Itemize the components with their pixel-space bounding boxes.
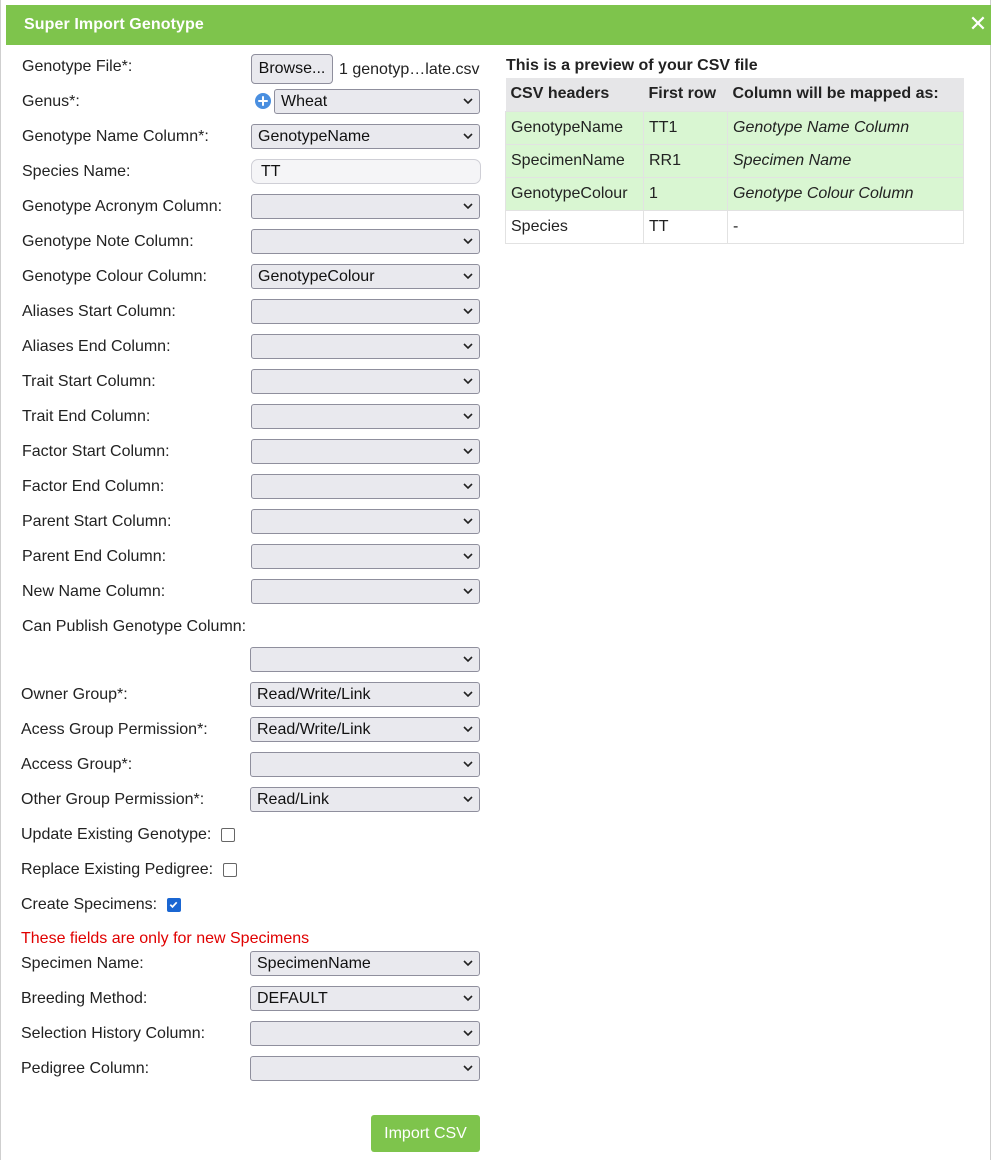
column-header: First row xyxy=(644,78,728,111)
browse-button[interactable]: Browse... xyxy=(251,54,333,84)
parent-end-column-select[interactable] xyxy=(251,544,480,569)
chevron-down-icon xyxy=(462,130,474,142)
owner-group-label: Owner Group*: xyxy=(21,686,128,703)
access-group-label: Access Group*: xyxy=(21,756,133,773)
genus-select[interactable] xyxy=(274,89,480,114)
other-group-permission-label: Other Group Permission*: xyxy=(21,791,205,808)
chevron-down-icon xyxy=(462,793,474,805)
chevron-down-icon xyxy=(462,758,474,770)
preview-title: This is a preview of your CSV file xyxy=(506,57,758,74)
create-specimens-checkbox[interactable] xyxy=(167,898,181,912)
table-cell: Species xyxy=(506,210,644,243)
genotype-acronym-column-select[interactable] xyxy=(251,194,480,219)
aliases-start-column-select[interactable] xyxy=(251,299,480,324)
chevron-down-icon xyxy=(462,200,474,212)
genus-select-value: Wheat xyxy=(281,93,328,110)
factor-start-column-label: Factor Start Column: xyxy=(22,443,170,460)
factor-end-column-label: Factor End Column: xyxy=(22,478,165,495)
genotype-name-column-value: GenotypeName xyxy=(258,128,371,145)
table-cell: GenotypeName xyxy=(506,111,644,144)
import-csv-button[interactable]: Import CSV xyxy=(371,1115,480,1152)
factor-end-column-select[interactable] xyxy=(251,474,480,499)
genotype-name-column-select[interactable] xyxy=(251,124,480,149)
breeding-method-value: DEFAULT xyxy=(257,990,328,1007)
chevron-down-icon xyxy=(462,653,474,665)
parent-end-column-label: Parent End Column: xyxy=(22,548,167,565)
table-cell: Genotype Colour Column xyxy=(728,177,964,210)
chevron-down-icon xyxy=(462,585,474,597)
table-row xyxy=(506,210,964,243)
column-header: Column will be mapped as: xyxy=(728,78,964,111)
pedigree-column-label: Pedigree Column: xyxy=(21,1060,150,1077)
trait-start-column-label: Trait Start Column: xyxy=(22,373,156,390)
specimen-fields-note: These fields are only for new Specimens xyxy=(21,930,310,947)
table-row xyxy=(506,144,964,177)
other-group-permission-select[interactable] xyxy=(250,787,480,812)
owner-group-select[interactable] xyxy=(250,682,480,707)
table-header-row xyxy=(506,78,964,111)
parent-start-column-select[interactable] xyxy=(251,509,480,534)
table-row xyxy=(506,177,964,210)
specimen-name-select[interactable] xyxy=(250,951,480,976)
table-cell: TT xyxy=(644,210,728,243)
chevron-down-icon xyxy=(462,410,474,422)
species-name-input[interactable]: TT xyxy=(251,159,481,184)
species-name-label: Species Name: xyxy=(22,163,131,180)
genotype-colour-column-value: GenotypeColour xyxy=(258,268,375,285)
csv-preview-table xyxy=(505,78,964,244)
parent-start-column-label: Parent Start Column: xyxy=(22,513,172,530)
update-existing-genotype-label: Update Existing Genotype: xyxy=(21,826,212,843)
breeding-method-label: Breeding Method: xyxy=(21,990,148,1007)
chevron-down-icon xyxy=(462,992,474,1004)
access-group-select[interactable] xyxy=(250,752,480,777)
trait-start-column-select[interactable] xyxy=(251,369,480,394)
genotype-colour-column-select[interactable] xyxy=(251,264,480,289)
trait-end-column-label: Trait End Column: xyxy=(22,408,151,425)
access-group-permission-value: Read/Write/Link xyxy=(257,721,371,738)
dialog-titlebar xyxy=(6,5,991,45)
genotype-colour-column-label: Genotype Colour Column: xyxy=(22,268,207,285)
new-name-column-label: New Name Column: xyxy=(22,583,166,600)
replace-existing-pedigree-label: Replace Existing Pedigree: xyxy=(21,861,214,878)
chevron-down-icon xyxy=(462,270,474,282)
add-genus-icon[interactable] xyxy=(255,93,271,109)
chevron-down-icon xyxy=(462,340,474,352)
checkmark-icon xyxy=(168,899,179,910)
chevron-down-icon xyxy=(462,515,474,527)
table-cell: Genotype Name Column xyxy=(728,111,964,144)
aliases-end-column-label: Aliases End Column: xyxy=(22,338,171,355)
selected-filename: 1 genotyp…late.csv xyxy=(339,61,480,78)
new-name-column-select[interactable] xyxy=(251,579,480,604)
factor-start-column-select[interactable] xyxy=(251,439,480,464)
column-header: CSV headers xyxy=(506,78,644,111)
chevron-down-icon xyxy=(462,1027,474,1039)
dialog-title: Super Import Genotype xyxy=(24,16,204,33)
genotype-acronym-column-label: Genotype Acronym Column: xyxy=(22,198,223,215)
chevron-down-icon xyxy=(462,95,474,107)
chevron-down-icon xyxy=(462,305,474,317)
selection-history-column-label: Selection History Column: xyxy=(21,1025,206,1042)
chevron-down-icon xyxy=(462,723,474,735)
table-cell: GenotypeColour xyxy=(506,177,644,210)
specimen-name-value: SpecimenName xyxy=(257,955,371,972)
aliases-start-column-label: Aliases Start Column: xyxy=(22,303,176,320)
chevron-down-icon xyxy=(462,1062,474,1074)
chevron-down-icon xyxy=(462,550,474,562)
selection-history-column-select[interactable] xyxy=(250,1021,480,1046)
can-publish-genotype-column-label: Can Publish Genotype Column: xyxy=(22,618,247,635)
pedigree-column-select[interactable] xyxy=(250,1056,480,1081)
genotype-file-label: Genotype File*: xyxy=(22,58,133,75)
trait-end-column-select[interactable] xyxy=(251,404,480,429)
table-cell: SpecimenName xyxy=(506,144,644,177)
chevron-down-icon xyxy=(462,445,474,457)
can-publish-genotype-column-select[interactable] xyxy=(250,647,480,672)
genotype-name-column-label: Genotype Name Column*: xyxy=(22,128,209,145)
aliases-end-column-select[interactable] xyxy=(251,334,480,359)
genus-label: Genus*: xyxy=(22,93,80,110)
chevron-down-icon xyxy=(462,480,474,492)
replace-existing-pedigree-checkbox[interactable] xyxy=(223,863,237,877)
table-row xyxy=(506,111,964,144)
table-cell: Specimen Name xyxy=(728,144,964,177)
genotype-note-column-label: Genotype Note Column: xyxy=(22,233,194,250)
access-group-permission-select[interactable] xyxy=(250,717,480,742)
table-cell: - xyxy=(728,210,964,243)
table-cell: 1 xyxy=(644,177,728,210)
breeding-method-select[interactable] xyxy=(250,986,480,1011)
chevron-down-icon xyxy=(462,375,474,387)
chevron-down-icon xyxy=(462,957,474,969)
chevron-down-icon xyxy=(462,235,474,247)
chevron-down-icon xyxy=(462,688,474,700)
other-group-permission-value: Read/Link xyxy=(257,791,330,808)
table-cell: RR1 xyxy=(644,144,728,177)
specimen-name-label: Specimen Name: xyxy=(21,955,144,972)
table-cell: TT1 xyxy=(644,111,728,144)
create-specimens-label: Create Specimens: xyxy=(21,896,158,913)
update-existing-genotype-checkbox[interactable] xyxy=(221,828,235,842)
close-icon[interactable]: ✕ xyxy=(968,11,988,36)
owner-group-value: Read/Write/Link xyxy=(257,686,371,703)
genotype-note-column-select[interactable] xyxy=(251,229,480,254)
access-group-permission-label: Acess Group Permission*: xyxy=(21,721,208,738)
